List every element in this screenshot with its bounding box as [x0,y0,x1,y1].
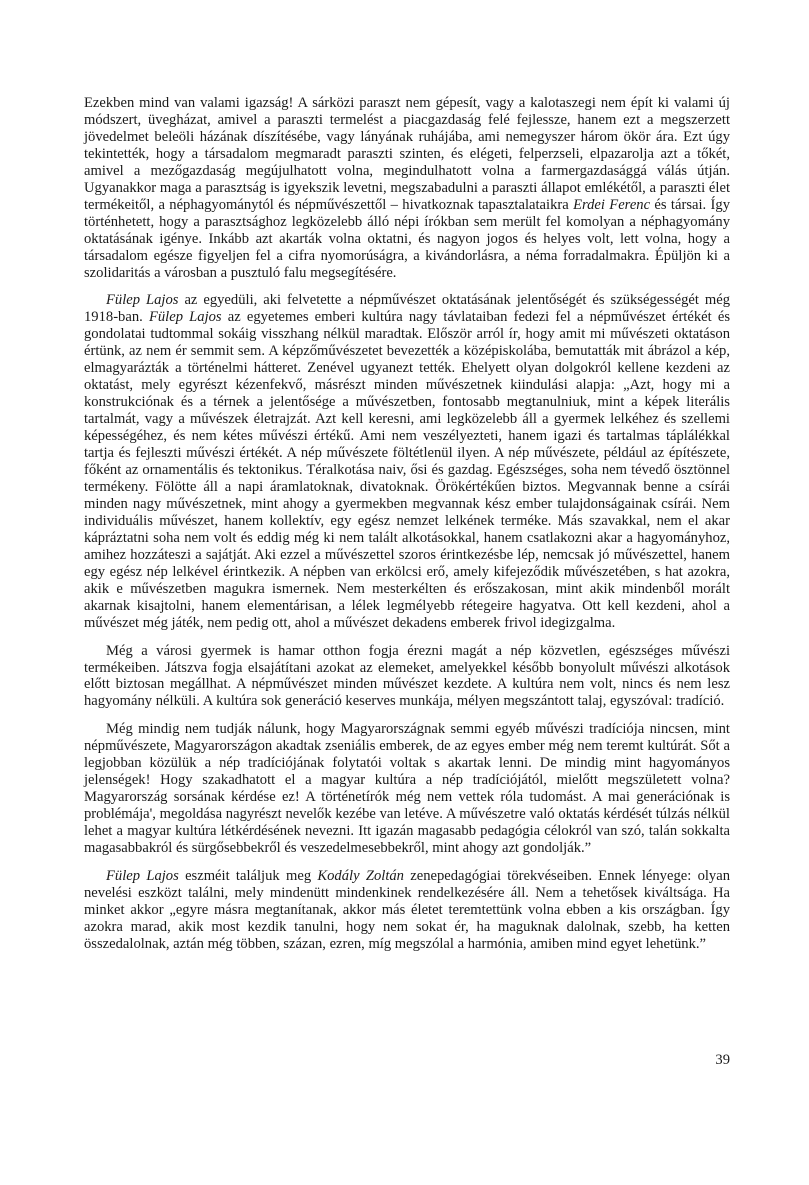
page-number: 39 [715,1052,730,1068]
text-segment: eszméit találjuk meg [178,867,318,884]
paragraph-5 [84,868,730,953]
paragraph-3 [84,643,730,711]
text-segment: és társai. Így történhetett, hogy a parasztsághoz legközelebb álló népi írókban sem merült fel komolyan a néphagyomány oktatásának igénye. Inkább azt akarták volna oktatni, és nagyon jogos és helyes volt, lett volna, hogy a társadalom egésze figyeljen fel a cifra nyomorúságra, a kivándorlásra, a néma forradalmakra. Épüljön ki a szolidaritás a városban a pusztuló falu megsegítésére. [84,196,730,281]
author-name: Erdei Ferenc [573,196,651,213]
paragraph-2 [84,292,730,631]
paragraph-1 [84,95,730,281]
author-name: Fülep Lajos [106,292,179,309]
author-name: Fülep Lajos [148,309,222,326]
text-segment: az egyedüli, aki felvetette a népművészet oktatásának jelentőségét és szükségességét még 1918-ban. [84,292,730,326]
page-body [84,95,730,964]
text-segment: Ezekben mind van valami igazság! A sárközi paraszt nem gépesít, vagy a kalotaszegi nem épít ki valami új módszert, üvegházat, amivel a paraszti termelést a piacgazdaság felé fejlessze, hanem ezt a megszerzett jövedelmet beleöli házának díszítésébe, vagy lányának ruhájába, ami nemegyszer három ökör ára. Ezt úgy tekintették, hogy a társadalom megmaradt paraszti szinten, és elégeti, felperzseli, elpazarolja azt a tőkét, amivel a mezőgazdaság megújulhatott volna, megindulhatott volna a farmergazdasággá válás útján. Ugyanakkor maga a parasztság is igyekszik levetni, megszabadulni a paraszti állapot emlékétől, a paraszti élet termékeitől, a néphagyománytól és népművészettől – hivatkoznak tapasztalataikra [84,95,730,213]
author-name: Fülep Lajos [106,867,179,884]
author-name: Kodály Zoltán [317,867,404,884]
text-segment: az egyetemes emberi kultúra nagy távlataiban fedezi fel a népművészet értékét és gondolatai tudtommal sokáig visszhang nélkül maradtak. Először arról ír, hogy amit mi művészeti oktatáson értünk, az nem ér semmit sem. A képzőművészetet bevezették a középiskolába, bemutatták mit ábrázol a kép, elmagyarázták a történelmi hátteret. Zenével ugyanezt tették. Ehelyett olyan dolgokról kellene kezdeni az oktatást, mely egyrészt kézenfekvő, másrészt minden művészetnek kiindulási alapja: „Azt, hogy mi a konstrukciónak és a térnek a jelentősége a művészetben, fontosabb megtanulniuk, mint a képek literális tartalmát, vagy a művészek életrajzát. Azt kell keresni, ami legközelebb áll a gyermek lelkéhez és szellemi képességéhez, és nem kétes művészi értékű. Ami nem veszélyezteti, hanem igazi és tartalmas táplálékkal tartja és fejleszti művészi értékét. A nép művészete föltétlenül ilyen. A nép művészete, például az építészete, főként az ornamentális és tektonikus. Téralkotása naiv, ősi és gazdag. Egészséges, soha nem tévedő ösztönnel termékeny. Fölötte áll a napi áramlatoknak, divatoknak. Örökértékűen biztos. Megvannak benne a csírái minden nagy művészetnek, mint ahogy a gyermekben megvannak kész ember tulajdonságainak csírái. Nem individuális művészet, hanem kollektív, egy egész nemzet lelkének terméke. Más szavakkal, nem el akar kápráztatni soha nem volt és eddig még ki nem talált alkotásokkal, hanem csatlakozni akar a hagyományhoz, amihez hozzáteszi a sajátját. Aki ezzel a művészettel szoros érintkezésbe lép, nemcsak jó művészettel, hanem egy egész nép lelkével érintkezik. A népben van erkölcsi erő, amely kifejeződik művészetében, s hat azokra, akik e művészetben magukra ismernek. Nem mesterkélten és erőszakosan, mint akik mindenből morált akarnak kisajtolni, hanem elementárisan, a lélek legmélyebb rétegeire hagyatva. Ott kell kezdeni, ahol a művészet még játék, nem pedig ott, ahol a művészet dekadens emberek frivol idegizgalma. [84,309,730,631]
paragraph-4 [84,721,730,857]
text-segment: Még a városi gyermek is hamar otthon fogja érezni magát a nép közvetlen, egészséges művészi termékeiben. Játszva fogja elsajátítani azokat az elemeket, amelyekkel később bonyolult művészi alkotások előtt biztosan megállhat. A népművészet minden művészet kezdete. A kultúra nem volt, nincs és nem lesz hagyomány nélküli. A kultúra sok generáció keserves munkája, mélyen megszántott talaj, egyszóval: tradíció. [84,642,730,710]
text-segment: Még mindig nem tudják nálunk, hogy Magyarországnak semmi egyéb művészi tradíciója nincsen, mint népművészete, Magyarországon akadtak zseniális emberek, de az egyes ember még nem teremt kultúrát. Sőt a legjobban közülük a nép tradíciójának folytatói voltak s akartak lenni. De mindig mint hagyományos jelenségek! Hogy szakadhatott el a magyar kultúra a nép tradíciójától, mielőtt megszületett volna? Magyarország sorsának kérdése ez! A történetírók még nem vettek róla tudomást. A mai generációnak is problémája', megoldása nagyrészt nevelők kezébe van letéve. A művészetre való oktatás kérdését túlzás nélkül lehet a magyar kultúra létkérdésének nevezni. Itt igazán magasabb pedagógia célokról van szó, talán sokkalta magasabbakról és sürgősebbekről és veszedelmesebbekről, mint ahogy azt gondolják.” [84,721,730,857]
text-segment: zenepedagógiai törekvéseiben. Ennek lényege: olyan nevelési eszközt találni, mely mindenütt mindenkinek rendelkezésére áll. Nem a tehetősek kiváltsága. Ha minket akkor „egyre másra megtanítanak, akkor más életet teremtettünk volna ebben a kis országban. Így azokra marad, akik most kezdik tanulni, hogy nem sokat ér, ha maguknak dalolnak, szebb, ha ketten összedalolnak, aztán még többen, százan, ezren, míg megszólal a harmónia, amiben mind egyet lehetünk.” [84,867,730,952]
